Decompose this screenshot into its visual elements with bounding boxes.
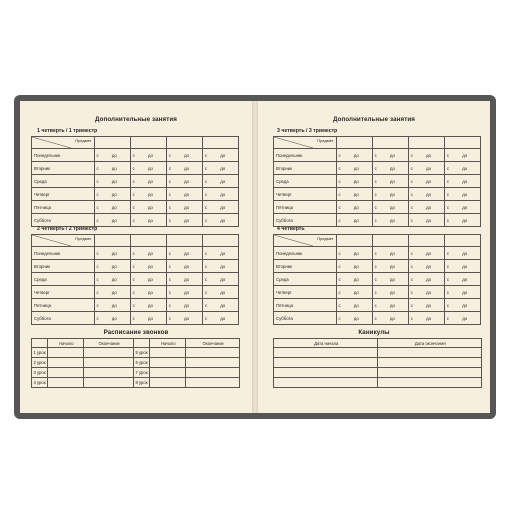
- weekday-label: Четверг: [274, 188, 337, 201]
- time-from-cell[interactable]: с: [202, 214, 219, 227]
- weekday-label: Понедельник: [32, 247, 95, 260]
- time-from-cell[interactable]: с: [336, 162, 353, 175]
- time-to-cell[interactable]: до: [353, 201, 372, 214]
- time-to-cell[interactable]: до: [183, 273, 202, 286]
- time-from-cell[interactable]: с: [372, 149, 389, 162]
- subject-name-cell[interactable]: [202, 137, 238, 149]
- time-to-cell[interactable]: до: [461, 312, 480, 325]
- time-to-cell[interactable]: до: [219, 188, 238, 201]
- time-to-cell[interactable]: до: [425, 149, 444, 162]
- time-to-cell[interactable]: до: [183, 201, 202, 214]
- time-to-cell[interactable]: до: [219, 162, 238, 175]
- time-from-cell[interactable]: с: [166, 201, 183, 214]
- subject-name-cell[interactable]: [444, 235, 480, 247]
- bells-header-start: Начало: [48, 339, 84, 348]
- subject-corner-label: Предмет: [75, 138, 92, 143]
- time-from-cell[interactable]: с: [202, 299, 219, 312]
- time-from-cell[interactable]: с: [94, 247, 111, 260]
- time-from-cell[interactable]: с: [408, 273, 425, 286]
- lesson-start-cell[interactable]: [48, 358, 84, 368]
- time-to-cell[interactable]: до: [219, 286, 238, 299]
- time-from-cell[interactable]: с: [94, 188, 111, 201]
- time-to-cell[interactable]: до: [183, 188, 202, 201]
- subject-corner-cell: [274, 137, 337, 149]
- time-from-cell[interactable]: с: [166, 149, 183, 162]
- time-from-cell[interactable]: с: [336, 312, 353, 325]
- time-to-cell[interactable]: до: [461, 162, 480, 175]
- time-from-cell[interactable]: с: [372, 162, 389, 175]
- bells-header-end: Окончание: [186, 339, 240, 348]
- weekday-label: Среда: [274, 273, 337, 286]
- subject-name-cell[interactable]: [130, 235, 166, 247]
- time-to-cell[interactable]: до: [353, 149, 372, 162]
- time-from-cell[interactable]: с: [444, 247, 461, 260]
- time-to-cell[interactable]: до: [147, 214, 166, 227]
- time-to-cell[interactable]: до: [425, 260, 444, 273]
- time-to-cell[interactable]: до: [425, 286, 444, 299]
- time-from-cell[interactable]: с: [372, 214, 389, 227]
- time-from-cell[interactable]: с: [408, 260, 425, 273]
- time-from-cell[interactable]: с: [372, 201, 389, 214]
- lesson-end-cell[interactable]: [84, 368, 134, 378]
- weekday-label: Пятница: [32, 201, 95, 214]
- weekday-label: Понедельник: [274, 247, 337, 260]
- weekday-label: Четверг: [32, 286, 95, 299]
- time-to-cell[interactable]: до: [461, 273, 480, 286]
- holiday-end-cell[interactable]: [378, 358, 482, 368]
- time-to-cell[interactable]: до: [183, 149, 202, 162]
- time-to-cell[interactable]: до: [219, 149, 238, 162]
- time-to-cell[interactable]: до: [183, 286, 202, 299]
- holidays-table: [273, 338, 482, 388]
- holiday-start-cell[interactable]: [274, 348, 378, 358]
- lesson-label: 7 урок: [134, 368, 150, 378]
- time-from-cell[interactable]: с: [166, 214, 183, 227]
- time-from-cell[interactable]: с: [202, 175, 219, 188]
- time-to-cell[interactable]: до: [389, 162, 408, 175]
- subject-name-cell[interactable]: [336, 137, 372, 149]
- time-from-cell[interactable]: с: [408, 188, 425, 201]
- time-from-cell[interactable]: с: [166, 286, 183, 299]
- right-page: [258, 101, 490, 413]
- time-to-cell[interactable]: до: [111, 299, 130, 312]
- bells-header-blank: [134, 339, 150, 348]
- time-from-cell[interactable]: с: [408, 162, 425, 175]
- time-from-cell[interactable]: с: [166, 162, 183, 175]
- subject-name-cell[interactable]: [166, 137, 202, 149]
- weekday-label: Понедельник: [32, 149, 95, 162]
- lesson-label: 1 урок: [32, 348, 48, 358]
- holidays-header-end: Дата окончания: [378, 339, 482, 348]
- weekday-label: Среда: [32, 273, 95, 286]
- time-to-cell[interactable]: до: [353, 214, 372, 227]
- time-from-cell[interactable]: с: [202, 201, 219, 214]
- lesson-label: 3 урок: [32, 368, 48, 378]
- lesson-end-cell[interactable]: [186, 378, 240, 388]
- time-to-cell[interactable]: до: [389, 175, 408, 188]
- weekday-label: Четверг: [32, 188, 95, 201]
- time-to-cell[interactable]: до: [147, 312, 166, 325]
- holiday-end-cell[interactable]: [378, 378, 482, 388]
- time-from-cell[interactable]: с: [408, 214, 425, 227]
- time-from-cell[interactable]: с: [372, 188, 389, 201]
- time-from-cell[interactable]: с: [130, 214, 147, 227]
- time-to-cell[interactable]: до: [111, 175, 130, 188]
- time-to-cell[interactable]: до: [219, 201, 238, 214]
- time-to-cell[interactable]: до: [219, 299, 238, 312]
- weekday-label: Суббота: [274, 312, 337, 325]
- lesson-start-cell[interactable]: [150, 348, 186, 358]
- time-from-cell[interactable]: с: [408, 175, 425, 188]
- time-from-cell[interactable]: с: [202, 149, 219, 162]
- lesson-end-cell[interactable]: [186, 358, 240, 368]
- time-to-cell[interactable]: до: [147, 247, 166, 260]
- time-from-cell[interactable]: с: [336, 188, 353, 201]
- weekday-label: Суббота: [32, 312, 95, 325]
- time-from-cell[interactable]: с: [130, 299, 147, 312]
- time-to-cell[interactable]: до: [461, 149, 480, 162]
- subject-name-cell[interactable]: [94, 137, 130, 149]
- time-to-cell[interactable]: до: [183, 312, 202, 325]
- time-from-cell[interactable]: с: [408, 312, 425, 325]
- time-to-cell[interactable]: до: [219, 214, 238, 227]
- time-to-cell[interactable]: до: [461, 214, 480, 227]
- time-from-cell[interactable]: с: [444, 162, 461, 175]
- time-from-cell[interactable]: с: [444, 201, 461, 214]
- subject-corner-cell: [32, 137, 95, 149]
- subject-name-cell[interactable]: [372, 235, 408, 247]
- left-page-title: Дополнительные занятия: [95, 116, 177, 123]
- time-from-cell[interactable]: с: [444, 299, 461, 312]
- subject-corner-label: Предмет: [75, 236, 92, 241]
- time-to-cell[interactable]: до: [111, 162, 130, 175]
- time-from-cell[interactable]: с: [166, 175, 183, 188]
- subject-name-cell[interactable]: [94, 235, 130, 247]
- time-from-cell[interactable]: с: [130, 247, 147, 260]
- time-to-cell[interactable]: до: [389, 260, 408, 273]
- time-from-cell[interactable]: с: [408, 247, 425, 260]
- holiday-start-cell[interactable]: [274, 358, 378, 368]
- time-to-cell[interactable]: до: [183, 214, 202, 227]
- time-from-cell[interactable]: с: [444, 149, 461, 162]
- holiday-start-cell[interactable]: [274, 368, 378, 378]
- weekday-label: Среда: [274, 175, 337, 188]
- time-to-cell[interactable]: до: [425, 188, 444, 201]
- time-to-cell[interactable]: до: [111, 149, 130, 162]
- time-from-cell[interactable]: с: [372, 260, 389, 273]
- subject-corner-label: Предмет: [317, 236, 334, 241]
- time-from-cell[interactable]: с: [202, 312, 219, 325]
- time-to-cell[interactable]: до: [147, 188, 166, 201]
- time-to-cell[interactable]: до: [111, 247, 130, 260]
- time-from-cell[interactable]: с: [336, 149, 353, 162]
- time-from-cell[interactable]: с: [444, 286, 461, 299]
- bells-title: Расписание звонков: [103, 329, 169, 336]
- holidays-header-start: Дата начала: [274, 339, 378, 348]
- time-from-cell[interactable]: с: [202, 162, 219, 175]
- time-to-cell[interactable]: до: [147, 162, 166, 175]
- time-to-cell[interactable]: до: [111, 188, 130, 201]
- time-to-cell[interactable]: до: [183, 162, 202, 175]
- time-from-cell[interactable]: с: [130, 149, 147, 162]
- time-to-cell[interactable]: до: [147, 273, 166, 286]
- quarter-1-label: 1 четверть / 1 триместр: [37, 128, 98, 134]
- time-to-cell[interactable]: до: [183, 247, 202, 260]
- subject-name-cell[interactable]: [166, 235, 202, 247]
- time-from-cell[interactable]: с: [130, 286, 147, 299]
- lesson-start-cell[interactable]: [48, 378, 84, 388]
- time-to-cell[interactable]: до: [425, 273, 444, 286]
- weekday-label: Среда: [32, 175, 95, 188]
- time-to-cell[interactable]: до: [353, 260, 372, 273]
- time-to-cell[interactable]: до: [425, 247, 444, 260]
- time-to-cell[interactable]: до: [461, 188, 480, 201]
- time-from-cell[interactable]: с: [408, 201, 425, 214]
- time-to-cell[interactable]: до: [353, 188, 372, 201]
- time-from-cell[interactable]: с: [336, 247, 353, 260]
- time-from-cell[interactable]: с: [130, 312, 147, 325]
- time-from-cell[interactable]: с: [336, 299, 353, 312]
- quarter-4-label: 4 четверть: [277, 226, 305, 232]
- time-from-cell[interactable]: с: [94, 286, 111, 299]
- time-to-cell[interactable]: до: [353, 162, 372, 175]
- time-to-cell[interactable]: до: [147, 201, 166, 214]
- time-to-cell[interactable]: до: [425, 175, 444, 188]
- subject-name-cell[interactable]: [408, 137, 444, 149]
- time-from-cell[interactable]: с: [130, 175, 147, 188]
- time-to-cell[interactable]: до: [389, 188, 408, 201]
- time-to-cell[interactable]: до: [461, 201, 480, 214]
- lesson-start-cell[interactable]: [48, 348, 84, 358]
- time-from-cell[interactable]: с: [372, 312, 389, 325]
- time-to-cell[interactable]: до: [461, 299, 480, 312]
- lesson-label: 4 урок: [32, 378, 48, 388]
- time-to-cell[interactable]: до: [353, 175, 372, 188]
- bells-header-end: Окончание: [84, 339, 134, 348]
- time-to-cell[interactable]: до: [353, 286, 372, 299]
- time-from-cell[interactable]: с: [336, 260, 353, 273]
- time-to-cell[interactable]: до: [461, 175, 480, 188]
- time-from-cell[interactable]: с: [166, 188, 183, 201]
- time-to-cell[interactable]: до: [219, 312, 238, 325]
- time-to-cell[interactable]: до: [389, 214, 408, 227]
- subject-name-cell[interactable]: [130, 137, 166, 149]
- time-to-cell[interactable]: до: [219, 175, 238, 188]
- weekday-label: Суббота: [32, 214, 95, 227]
- time-from-cell[interactable]: с: [444, 273, 461, 286]
- bells-header-start: Начало: [150, 339, 186, 348]
- time-to-cell[interactable]: до: [111, 260, 130, 273]
- time-to-cell[interactable]: до: [147, 286, 166, 299]
- weekday-label: Вторник: [274, 162, 337, 175]
- time-to-cell[interactable]: до: [425, 299, 444, 312]
- time-from-cell[interactable]: с: [166, 273, 183, 286]
- time-from-cell[interactable]: с: [130, 260, 147, 273]
- bells-table: [31, 338, 240, 388]
- time-from-cell[interactable]: с: [408, 149, 425, 162]
- time-from-cell[interactable]: с: [130, 201, 147, 214]
- time-to-cell[interactable]: до: [461, 247, 480, 260]
- right-page-title: Дополнительные занятия: [333, 116, 415, 123]
- time-from-cell[interactable]: с: [444, 260, 461, 273]
- time-from-cell[interactable]: с: [336, 273, 353, 286]
- weekday-label: Четверг: [274, 286, 337, 299]
- lesson-end-cell[interactable]: [84, 348, 134, 358]
- time-from-cell[interactable]: с: [372, 286, 389, 299]
- time-from-cell[interactable]: с: [94, 299, 111, 312]
- subject-name-cell[interactable]: [372, 137, 408, 149]
- time-from-cell[interactable]: с: [94, 162, 111, 175]
- weekday-label: Вторник: [32, 260, 95, 273]
- holiday-end-cell[interactable]: [378, 368, 482, 378]
- time-from-cell[interactable]: с: [94, 273, 111, 286]
- weekday-label: Пятница: [274, 299, 337, 312]
- time-to-cell[interactable]: до: [425, 214, 444, 227]
- time-from-cell[interactable]: с: [166, 299, 183, 312]
- left-page: [20, 101, 252, 413]
- time-to-cell[interactable]: до: [425, 162, 444, 175]
- time-to-cell[interactable]: до: [389, 273, 408, 286]
- time-to-cell[interactable]: до: [147, 260, 166, 273]
- lesson-start-cell[interactable]: [150, 378, 186, 388]
- time-to-cell[interactable]: до: [389, 149, 408, 162]
- subject-corner-cell: [32, 235, 95, 247]
- lesson-end-cell[interactable]: [84, 378, 134, 388]
- time-from-cell[interactable]: с: [202, 260, 219, 273]
- time-from-cell[interactable]: с: [94, 214, 111, 227]
- time-to-cell[interactable]: до: [353, 299, 372, 312]
- time-from-cell[interactable]: с: [372, 247, 389, 260]
- time-from-cell[interactable]: с: [130, 273, 147, 286]
- subject-corner-label: Предмет: [317, 138, 334, 143]
- time-from-cell[interactable]: с: [94, 260, 111, 273]
- weekday-label: Пятница: [274, 201, 337, 214]
- time-from-cell[interactable]: с: [336, 201, 353, 214]
- time-from-cell[interactable]: с: [94, 149, 111, 162]
- time-to-cell[interactable]: до: [219, 260, 238, 273]
- lesson-label: 6 урок: [134, 358, 150, 368]
- subject-corner-cell: [274, 235, 337, 247]
- subject-name-cell[interactable]: [444, 137, 480, 149]
- time-from-cell[interactable]: с: [336, 286, 353, 299]
- quarter-2-label: 2 четверть / 2 триместр: [37, 226, 98, 232]
- time-to-cell[interactable]: до: [183, 299, 202, 312]
- time-from-cell[interactable]: с: [336, 214, 353, 227]
- holiday-start-cell[interactable]: [274, 378, 378, 388]
- time-to-cell[interactable]: до: [389, 201, 408, 214]
- lesson-end-cell[interactable]: [186, 348, 240, 358]
- lesson-label: 2 урок: [32, 358, 48, 368]
- time-from-cell[interactable]: с: [166, 260, 183, 273]
- schedule-table-q4: [273, 234, 481, 325]
- time-to-cell[interactable]: до: [389, 247, 408, 260]
- holidays-title: Каникулы: [358, 329, 390, 336]
- time-from-cell[interactable]: с: [444, 175, 461, 188]
- time-to-cell[interactable]: до: [219, 247, 238, 260]
- subject-name-cell[interactable]: [408, 235, 444, 247]
- time-to-cell[interactable]: до: [111, 312, 130, 325]
- time-from-cell[interactable]: с: [130, 188, 147, 201]
- time-from-cell[interactable]: с: [94, 175, 111, 188]
- time-to-cell[interactable]: до: [425, 312, 444, 325]
- holiday-end-cell[interactable]: [378, 348, 482, 358]
- time-to-cell[interactable]: до: [111, 201, 130, 214]
- time-to-cell[interactable]: до: [353, 273, 372, 286]
- time-from-cell[interactable]: с: [130, 162, 147, 175]
- time-from-cell[interactable]: с: [336, 175, 353, 188]
- lesson-end-cell[interactable]: [84, 358, 134, 368]
- time-to-cell[interactable]: до: [147, 175, 166, 188]
- lesson-start-cell[interactable]: [150, 358, 186, 368]
- time-to-cell[interactable]: до: [425, 201, 444, 214]
- time-from-cell[interactable]: с: [444, 312, 461, 325]
- time-to-cell[interactable]: до: [147, 299, 166, 312]
- time-from-cell[interactable]: с: [444, 214, 461, 227]
- time-from-cell[interactable]: с: [202, 286, 219, 299]
- time-from-cell[interactable]: с: [202, 188, 219, 201]
- weekday-label: Понедельник: [274, 149, 337, 162]
- lesson-label: 8 урок: [134, 378, 150, 388]
- time-to-cell[interactable]: до: [111, 286, 130, 299]
- time-to-cell[interactable]: до: [353, 247, 372, 260]
- schedule-table-q2: [31, 234, 239, 325]
- subject-name-cell[interactable]: [202, 235, 238, 247]
- weekday-label: Суббота: [274, 214, 337, 227]
- lesson-start-cell[interactable]: [48, 368, 84, 378]
- time-from-cell[interactable]: с: [202, 273, 219, 286]
- subject-name-cell[interactable]: [336, 235, 372, 247]
- time-from-cell[interactable]: с: [408, 286, 425, 299]
- schedule-table-q3: [273, 136, 481, 227]
- time-to-cell[interactable]: до: [389, 286, 408, 299]
- time-to-cell[interactable]: до: [461, 286, 480, 299]
- time-to-cell[interactable]: до: [389, 299, 408, 312]
- time-to-cell[interactable]: до: [111, 214, 130, 227]
- time-to-cell[interactable]: до: [183, 260, 202, 273]
- time-from-cell[interactable]: с: [166, 247, 183, 260]
- time-from-cell[interactable]: с: [94, 312, 111, 325]
- lesson-label: 5 урок: [134, 348, 150, 358]
- time-from-cell[interactable]: с: [408, 299, 425, 312]
- time-to-cell[interactable]: до: [219, 273, 238, 286]
- time-from-cell[interactable]: с: [166, 312, 183, 325]
- time-to-cell[interactable]: до: [183, 175, 202, 188]
- time-from-cell[interactable]: с: [94, 201, 111, 214]
- time-to-cell[interactable]: до: [353, 312, 372, 325]
- bells-header-blank: [32, 339, 48, 348]
- schedule-table-q1: [31, 136, 239, 227]
- weekday-label: Пятница: [32, 299, 95, 312]
- lesson-end-cell[interactable]: [186, 368, 240, 378]
- time-from-cell[interactable]: с: [202, 247, 219, 260]
- time-to-cell[interactable]: до: [111, 273, 130, 286]
- time-from-cell[interactable]: с: [372, 273, 389, 286]
- time-from-cell[interactable]: с: [372, 175, 389, 188]
- time-to-cell[interactable]: до: [389, 312, 408, 325]
- time-to-cell[interactable]: до: [461, 260, 480, 273]
- time-from-cell[interactable]: с: [444, 188, 461, 201]
- weekday-label: Вторник: [32, 162, 95, 175]
- time-to-cell[interactable]: до: [147, 149, 166, 162]
- time-from-cell[interactable]: с: [372, 299, 389, 312]
- weekday-label: Вторник: [274, 260, 337, 273]
- lesson-start-cell[interactable]: [150, 368, 186, 378]
- quarter-3-label: 3 четверть / 3 триместр: [277, 128, 338, 134]
